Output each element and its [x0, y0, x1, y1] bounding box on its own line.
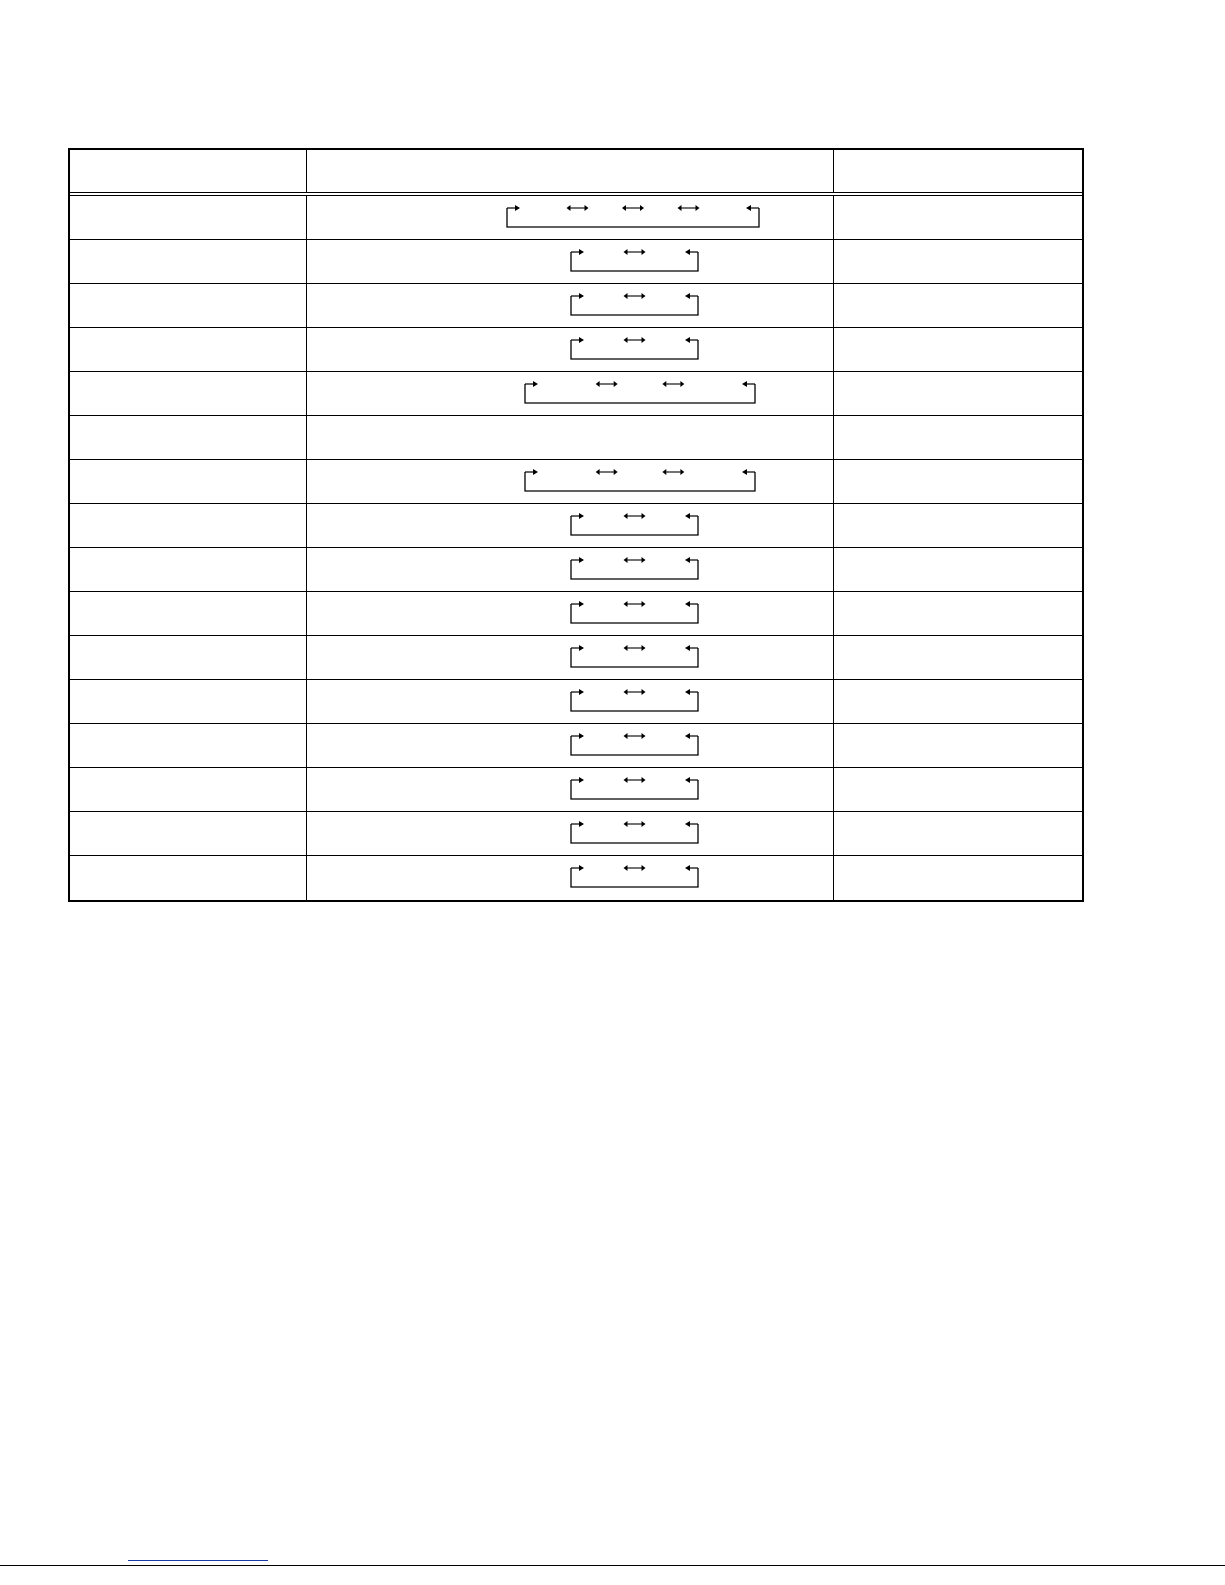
arrow-head-left-icon: [624, 337, 628, 343]
table-row: [70, 240, 1082, 284]
table-row: [70, 372, 1082, 416]
arrow-head-left-icon: [624, 645, 628, 651]
arrow-head-left-icon: [624, 249, 628, 255]
arrow-head-right-icon: [579, 821, 584, 827]
setting-cell: [307, 284, 834, 327]
remarks-cell: [834, 328, 1082, 371]
arrow-head-right-icon: [579, 557, 584, 563]
table-row: [70, 416, 1082, 460]
arrow-head-right-icon: [680, 381, 684, 387]
setting-cell: [307, 856, 834, 900]
table-row: [70, 636, 1082, 680]
setting-cell: [307, 328, 834, 371]
arrow-head-right-icon: [640, 205, 644, 211]
remarks-cell: [834, 856, 1082, 900]
arrow-head-right-icon: [642, 645, 646, 651]
arrow-head-left-icon: [746, 205, 751, 211]
item-cell: [70, 504, 307, 547]
arrow-head-left-icon: [624, 821, 628, 827]
setting-cell: [307, 812, 834, 855]
item-cell: [70, 460, 307, 503]
setting-cell: [307, 196, 834, 239]
setting-cell: [307, 724, 834, 767]
arrow-head-right-icon: [642, 601, 646, 607]
arrow-head-left-icon: [596, 381, 600, 387]
arrow-head-left-icon: [685, 293, 690, 299]
arrow-head-left-icon: [742, 381, 747, 387]
arrow-head-right-icon: [579, 249, 584, 255]
cycle-diagram: [307, 372, 834, 415]
remarks-cell: [834, 768, 1082, 811]
setting-cell: [307, 504, 834, 547]
arrow-head-right-icon: [642, 733, 646, 739]
arrow-head-right-icon: [696, 205, 700, 211]
cycle-diagram: [307, 768, 834, 811]
table-row: [70, 768, 1082, 812]
cycle-loop-line: [525, 384, 755, 403]
cycle-diagram: [307, 328, 834, 371]
table-row: [70, 856, 1082, 900]
item-cell: [70, 240, 307, 283]
cycle-loop-line: [571, 824, 698, 843]
arrow-head-right-icon: [642, 689, 646, 695]
cycle-diagram: [307, 284, 834, 327]
arrow-head-left-icon: [685, 337, 690, 343]
arrow-head-left-icon: [685, 821, 690, 827]
remarks-cell: [834, 416, 1082, 459]
item-cell: [70, 284, 307, 327]
cycle-loop-line: [571, 736, 698, 755]
cycle-loop-line: [571, 692, 698, 711]
cycle-diagram: [307, 196, 834, 239]
arrow-head-right-icon: [579, 293, 584, 299]
settings-table: [68, 148, 1084, 902]
header-item: [70, 150, 307, 192]
setting-cell: [307, 680, 834, 723]
cycle-loop-line: [571, 604, 698, 623]
cycle-diagram: [307, 504, 834, 547]
arrow-head-left-icon: [685, 557, 690, 563]
table-body: [70, 196, 1082, 900]
arrow-head-left-icon: [596, 469, 600, 475]
arrow-head-left-icon: [624, 865, 628, 871]
arrow-head-right-icon: [579, 689, 584, 695]
arrow-head-right-icon: [585, 205, 589, 211]
arrow-head-right-icon: [642, 249, 646, 255]
arrow-head-right-icon: [579, 513, 584, 519]
cycle-loop-line: [571, 340, 698, 359]
remarks-cell: [834, 196, 1082, 239]
arrow-head-left-icon: [685, 733, 690, 739]
arrow-head-right-icon: [642, 821, 646, 827]
arrow-head-left-icon: [622, 205, 626, 211]
setting-cell: [307, 636, 834, 679]
cycle-loop-line: [571, 780, 698, 799]
arrow-head-right-icon: [579, 601, 584, 607]
remarks-cell: [834, 504, 1082, 547]
arrow-head-right-icon: [642, 777, 646, 783]
footer-link-underline: [128, 1560, 268, 1561]
table-row: [70, 284, 1082, 328]
item-cell: [70, 680, 307, 723]
remarks-cell: [834, 812, 1082, 855]
cycle-loop-line: [525, 472, 755, 491]
setting-cell: [307, 416, 834, 459]
cycle-diagram: [307, 592, 834, 635]
cycle-loop-line: [571, 296, 698, 315]
arrow-head-left-icon: [567, 205, 571, 211]
arrow-head-left-icon: [662, 469, 666, 475]
arrow-head-left-icon: [685, 249, 690, 255]
cycle-loop-line: [507, 208, 759, 227]
arrow-head-left-icon: [685, 865, 690, 871]
item-cell: [70, 592, 307, 635]
arrow-head-left-icon: [685, 645, 690, 651]
arrow-head-right-icon: [642, 513, 646, 519]
arrow-head-left-icon: [624, 513, 628, 519]
arrow-head-left-icon: [742, 469, 747, 475]
arrow-head-left-icon: [624, 733, 628, 739]
item-cell: [70, 636, 307, 679]
arrow-head-left-icon: [685, 513, 690, 519]
table-row: [70, 592, 1082, 636]
table-row: [70, 724, 1082, 768]
arrow-head-left-icon: [662, 381, 666, 387]
setting-cell: [307, 768, 834, 811]
arrow-head-left-icon: [624, 777, 628, 783]
item-cell: [70, 768, 307, 811]
arrow-head-right-icon: [579, 733, 584, 739]
cycle-diagram: [307, 460, 834, 503]
item-cell: [70, 372, 307, 415]
remarks-cell: [834, 636, 1082, 679]
arrow-head-right-icon: [515, 205, 520, 211]
arrow-head-right-icon: [642, 865, 646, 871]
table-row: [70, 680, 1082, 724]
table-row: [70, 328, 1082, 372]
cycle-loop-line: [571, 252, 698, 271]
arrow-head-right-icon: [579, 645, 584, 651]
table-row: [70, 548, 1082, 592]
setting-cell: [307, 240, 834, 283]
cycle-diagram: [307, 240, 834, 283]
cycle-loop-line: [571, 868, 698, 887]
arrow-head-left-icon: [624, 601, 628, 607]
arrow-head-right-icon: [642, 293, 646, 299]
arrow-head-left-icon: [624, 557, 628, 563]
item-cell: [70, 548, 307, 591]
remarks-cell: [834, 724, 1082, 767]
arrow-head-right-icon: [642, 557, 646, 563]
setting-cell: [307, 548, 834, 591]
item-cell: [70, 812, 307, 855]
arrow-head-left-icon: [685, 601, 690, 607]
cycle-diagram: [307, 680, 834, 723]
table-row: [70, 504, 1082, 548]
table-row: [70, 812, 1082, 856]
arrow-head-right-icon: [579, 777, 584, 783]
setting-cell: [307, 592, 834, 635]
arrow-head-left-icon: [678, 205, 682, 211]
arrow-head-right-icon: [533, 381, 538, 387]
cycle-loop-line: [571, 560, 698, 579]
remarks-cell: [834, 460, 1082, 503]
cycle-diagram: [307, 812, 834, 855]
table-row: [70, 196, 1082, 240]
header-remarks: [834, 150, 1082, 192]
item-cell: [70, 196, 307, 239]
setting-cell: [307, 460, 834, 503]
table-row: [70, 460, 1082, 504]
arrow-head-right-icon: [579, 865, 584, 871]
setting-cell: [307, 372, 834, 415]
cycle-loop-line: [571, 516, 698, 535]
table-header: [70, 150, 1082, 196]
arrow-head-left-icon: [624, 689, 628, 695]
item-cell: [70, 856, 307, 900]
arrow-head-right-icon: [642, 337, 646, 343]
item-cell: [70, 328, 307, 371]
arrow-head-left-icon: [685, 689, 690, 695]
arrow-head-right-icon: [614, 381, 618, 387]
cycle-diagram: [307, 724, 834, 767]
remarks-cell: [834, 372, 1082, 415]
arrow-head-right-icon: [579, 337, 584, 343]
arrow-head-right-icon: [680, 469, 684, 475]
remarks-cell: [834, 592, 1082, 635]
remarks-cell: [834, 240, 1082, 283]
cycle-diagram: [307, 548, 834, 591]
remarks-cell: [834, 680, 1082, 723]
arrow-head-right-icon: [533, 469, 538, 475]
arrow-head-left-icon: [624, 293, 628, 299]
arrow-head-right-icon: [614, 469, 618, 475]
cycle-diagram: [307, 636, 834, 679]
header-setting: [307, 150, 834, 192]
remarks-cell: [834, 548, 1082, 591]
arrow-head-left-icon: [685, 777, 690, 783]
cycle-loop-line: [571, 648, 698, 667]
item-cell: [70, 724, 307, 767]
item-cell: [70, 416, 307, 459]
footer-rule: [0, 1565, 1225, 1566]
cycle-diagram: [307, 856, 834, 899]
remarks-cell: [834, 284, 1082, 327]
